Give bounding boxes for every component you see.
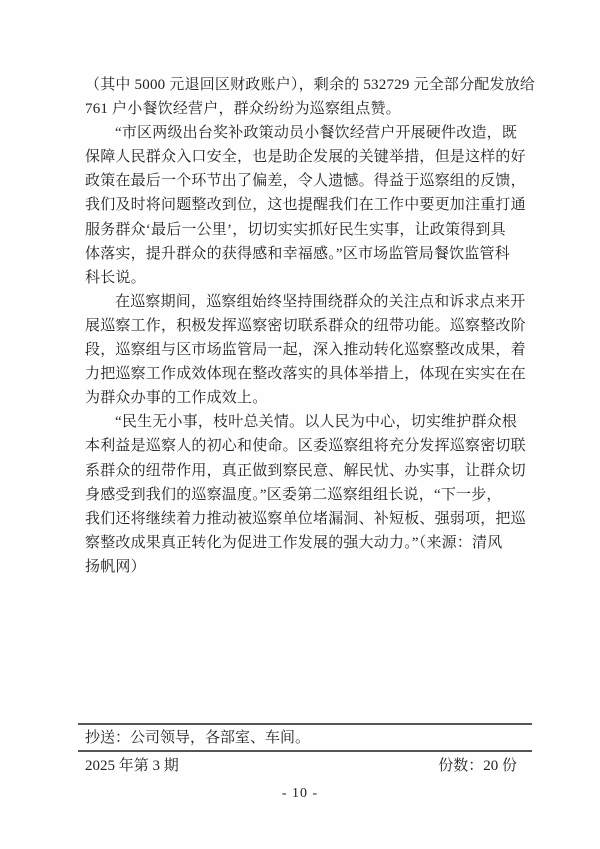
body-line: 系群众的纽带作用，真正做到察民意、解民忧、办实事，让群众切 <box>85 462 526 479</box>
body-line: （其中 5000 元退回区财政账户），剩余的 532729 元全部分配发放给 <box>85 77 536 93</box>
body-line: 761 户小餐饮经营户，群众纷纷为巡察组点赞。 <box>85 101 401 118</box>
body-line: 身感受到我们的巡察温度。”区委第二巡察组组长说，“下一步， <box>85 486 502 503</box>
body-line: 段，巡察组与区市场监管局一起，深入推动转化巡察整改成果，着 <box>85 342 526 359</box>
body-line: 科长说。 <box>85 269 146 286</box>
body-line: 扬帆网） <box>85 558 146 575</box>
footer-divider-bottom <box>78 750 532 752</box>
body-line: “市区两级出台奖补政策动员小餐饮经营户开展硬件改造，既 <box>115 125 518 142</box>
issue-row <box>85 755 517 777</box>
body-line: 体落实，提升群众的获得感和幸福感。”区市场监管局餐饮监管科 <box>85 245 510 262</box>
body-line: 在巡察期间，巡察组始终坚持围绕群众的关注点和诉求点来开 <box>115 293 526 310</box>
body-line: 察整改成果真正转化为促进工作发展的强大动力。”（来源：清风 <box>85 534 503 551</box>
body-line: 力把巡察工作成效体现在整改落实的具体举措上，体现在实实在在 <box>85 366 526 383</box>
body-line: 政策在最后一个环节出了偏差，令人遗憾。得益于巡察组的反馈， <box>85 173 526 190</box>
body-line: “民生无小事，枝叶总关情。以人民为中心，切实维护群众根 <box>115 414 518 431</box>
body-line: 服务群众‘最后一公里’，切切实实抓好民生实事，让政策得到具 <box>85 221 506 238</box>
copies-count: 份数：20 份 <box>438 758 517 774</box>
issue-number: 2025 年第 3 期 <box>85 758 179 774</box>
copy-to-line: 抄送：公司领导，各部室、车间。 <box>85 730 311 746</box>
body-line: 我们及时将问题整改到位，这也提醒我们在工作中要更加注重打通 <box>85 197 526 214</box>
page-number: - 10 - <box>281 786 319 801</box>
document-body <box>85 73 536 579</box>
body-line: 保障人民群众入口安全，也是助企发展的关键举措，但是这样的好 <box>85 149 526 166</box>
body-line: 本利益是巡察人的初心和使命。区委巡察组将充分发挥巡察密切联 <box>85 438 526 455</box>
footer-divider-top <box>78 723 532 725</box>
body-line: 我们还将继续着力推动被巡察单位堵漏洞、补短板、强弱项，把巡 <box>85 510 526 527</box>
body-line: 为群众办事的工作成效上。 <box>85 390 268 407</box>
body-line: 展巡察工作，积极发挥巡察密切联系群众的纽带功能。巡察整改阶 <box>85 317 526 334</box>
